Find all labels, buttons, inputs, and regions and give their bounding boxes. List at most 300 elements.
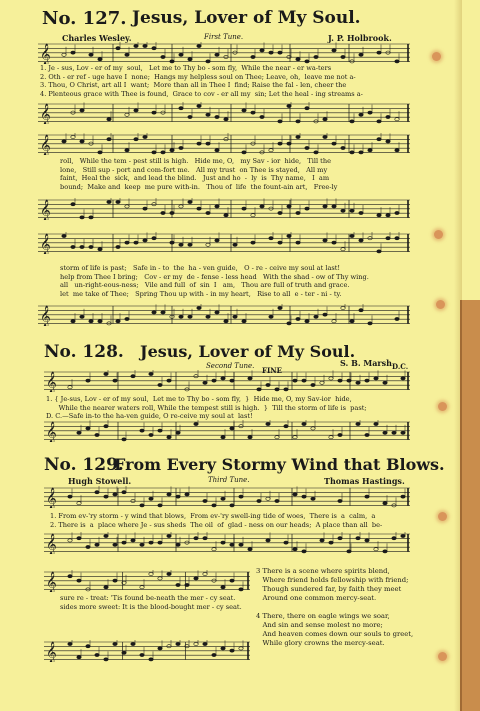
note-head — [68, 575, 72, 578]
note-head — [221, 436, 225, 439]
note-head — [167, 572, 171, 575]
note-head — [377, 138, 381, 141]
note-head — [305, 320, 309, 323]
note-head — [323, 135, 327, 138]
note-head — [107, 118, 111, 121]
music-staff — [38, 232, 410, 254]
staff-lines — [44, 370, 410, 392]
note-head — [278, 306, 282, 309]
note-head — [320, 539, 324, 542]
note-head — [125, 53, 129, 56]
note-head — [332, 241, 336, 244]
note-head — [239, 543, 243, 546]
note-head — [368, 322, 372, 325]
note-head — [386, 115, 390, 118]
note-head — [215, 205, 219, 208]
note-head — [356, 422, 360, 425]
note-head — [167, 534, 171, 537]
note-head — [161, 211, 165, 214]
note-head — [377, 250, 381, 253]
note-head — [104, 586, 108, 589]
note-head — [170, 60, 174, 63]
note-head — [230, 649, 234, 652]
note-head — [350, 320, 354, 323]
note-head — [176, 642, 180, 645]
note-head — [131, 539, 135, 542]
note-head — [359, 309, 363, 312]
note-head — [158, 647, 162, 650]
note-head — [152, 47, 156, 50]
note-head — [125, 149, 129, 152]
lyric-line: 4. Plenteous grace with Thee is found, Grace to cov - er all my sin; Let the heal - ing streams a- — [40, 89, 363, 98]
note-head — [230, 379, 234, 382]
note-head — [68, 642, 72, 645]
note-head — [206, 113, 210, 116]
note-head — [170, 149, 174, 152]
note-head — [158, 429, 162, 432]
note-head — [140, 504, 144, 507]
note-head — [383, 431, 387, 434]
note-head — [215, 239, 219, 242]
note-head — [224, 118, 228, 121]
music-staff — [38, 42, 410, 64]
note-head — [194, 577, 198, 580]
note-head — [86, 545, 90, 548]
note-head — [149, 658, 153, 661]
note-head — [224, 214, 228, 217]
note-head — [149, 541, 153, 544]
note-head — [278, 211, 282, 214]
note-head — [68, 539, 72, 542]
lyrics-system — [60, 157, 337, 191]
note-head — [395, 149, 399, 152]
note-head — [278, 241, 282, 244]
lyric-line: let me take of Thee; Spring Thou up with - in my heart, Rise to all e - ter - ni - ty. — [60, 289, 342, 298]
note-head — [89, 245, 93, 248]
note-head — [359, 151, 363, 154]
note-head — [125, 113, 129, 116]
note-head — [278, 142, 282, 145]
music-staff — [38, 304, 410, 326]
clef-icon: 𝄞 — [40, 135, 51, 155]
note-head — [341, 146, 345, 149]
note-head — [395, 211, 399, 214]
note-head — [143, 239, 147, 242]
hymn-author: Hugh Stowell. — [68, 476, 132, 486]
note-head — [206, 243, 210, 246]
note-head — [323, 239, 327, 242]
note-head — [194, 642, 198, 645]
note-head — [167, 493, 171, 496]
staff-lines — [38, 232, 410, 254]
note-head — [113, 543, 117, 546]
note-head — [179, 107, 183, 110]
stanza-line: And heaven comes down our souls to greet, — [256, 630, 414, 638]
note-head — [86, 645, 90, 648]
note-head — [311, 497, 315, 500]
note-head — [86, 379, 90, 382]
lyric-line: roll, While the tem - pest still is high. Hide me, O, my Sav - ior hide, Till the — [60, 157, 331, 165]
hymn-number: No. 129. — [44, 455, 124, 475]
note-head — [161, 55, 165, 58]
note-head — [188, 315, 192, 318]
note-head — [302, 495, 306, 498]
note-head — [242, 207, 246, 210]
note-head — [374, 377, 378, 380]
note-head — [377, 214, 381, 217]
note-head — [215, 53, 219, 56]
staff-lines — [38, 102, 410, 124]
note-head — [197, 104, 201, 107]
note-head — [383, 550, 387, 553]
lyrics-system — [46, 395, 367, 421]
note-head — [125, 317, 129, 320]
clef-icon: 𝄞 — [46, 422, 57, 442]
note-head — [278, 51, 282, 54]
note-head — [140, 429, 144, 432]
note-head — [329, 377, 333, 380]
note-head — [170, 241, 174, 244]
note-head — [212, 504, 216, 507]
note-head — [401, 495, 405, 498]
note-head — [179, 53, 183, 56]
binder-hole — [434, 230, 443, 239]
note-head — [302, 422, 306, 425]
tune-label: Third Tune. — [208, 476, 250, 484]
lyric-line: storm of life is past; Safe in - to the ha - ven guide, O - re - ceive my soul at last! — [60, 264, 341, 272]
note-head — [230, 579, 234, 582]
note-head — [134, 109, 138, 112]
note-head — [203, 499, 207, 502]
binder-hole — [438, 512, 447, 521]
note-head — [104, 534, 108, 537]
note-head — [251, 111, 255, 114]
note-head — [287, 205, 291, 208]
note-head — [359, 53, 363, 56]
note-head — [305, 60, 309, 63]
note-head — [242, 320, 246, 323]
note-head — [80, 245, 84, 248]
clef-icon: 𝄞 — [40, 234, 51, 254]
note-head — [215, 115, 219, 118]
note-head — [239, 495, 243, 498]
note-head — [152, 111, 156, 114]
note-head — [401, 377, 405, 380]
note-head — [212, 379, 216, 382]
note-head — [347, 379, 351, 382]
note-head — [248, 377, 252, 380]
clef-icon: 𝄞 — [40, 306, 51, 326]
note-head — [296, 317, 300, 320]
hymn-composer: S. B. Marsh. — [340, 358, 395, 368]
note-head — [275, 388, 279, 391]
note-head — [287, 234, 291, 237]
hymn-title: Jesus, Lover of My Soul. — [140, 342, 356, 361]
note-head — [320, 381, 324, 384]
note-head — [278, 120, 282, 123]
note-head — [341, 55, 345, 58]
note-head — [338, 379, 342, 382]
note-head — [251, 214, 255, 217]
note-head — [203, 537, 207, 540]
staff-lines — [44, 532, 410, 554]
note-head — [143, 44, 147, 47]
note-head — [131, 375, 135, 378]
note-head — [194, 537, 198, 540]
note-head — [140, 653, 144, 656]
note-head — [215, 149, 219, 152]
staff-lines — [44, 570, 250, 592]
note-head — [134, 44, 138, 47]
music-staff — [44, 640, 250, 662]
stanza-line: And sin and sense molest no more; — [256, 621, 383, 629]
stanza-line: Where friend holds fellowship with friend; — [256, 576, 409, 584]
note-head — [296, 58, 300, 61]
note-head — [386, 214, 390, 217]
note-head — [392, 537, 396, 540]
note-head — [347, 550, 351, 553]
note-head — [152, 237, 156, 240]
note-head — [260, 115, 264, 118]
note-head — [242, 151, 246, 154]
stanza-line: 3 There is a scene where spirits blend, — [256, 567, 390, 575]
note-head — [104, 495, 108, 498]
note-head — [116, 320, 120, 323]
clef-icon: 𝄞 — [40, 200, 51, 220]
note-head — [230, 504, 234, 507]
note-head — [176, 543, 180, 546]
lyric-line: D. C.—Safe in-to the ha-ven guide, O re-ceive my soul at last! — [46, 412, 253, 421]
lyric-line: 3. Thou, O Christ, art all I want; More than all in Thee I find; Raise the fal - len, cheer the — [40, 81, 347, 90]
note-head — [296, 211, 300, 214]
clef-icon: 𝄞 — [46, 372, 57, 392]
note-head — [212, 548, 216, 551]
note-head — [71, 245, 75, 248]
note-head — [401, 534, 405, 537]
note-head — [350, 151, 354, 154]
note-head — [350, 209, 354, 212]
note-head — [95, 433, 99, 436]
note-head — [257, 499, 261, 502]
note-head — [359, 113, 363, 116]
note-head — [395, 237, 399, 240]
staff-lines — [44, 420, 410, 442]
note-head — [284, 541, 288, 544]
lyric-line: bound; Make and keep me pure with-in. Thou of life the fount-ain art, Free-ly — [60, 182, 338, 191]
note-head — [68, 495, 72, 498]
note-head — [143, 135, 147, 138]
staff-lines — [38, 304, 410, 326]
note-head — [287, 322, 291, 325]
clef-icon: 𝄞 — [46, 642, 57, 662]
note-head — [383, 502, 387, 505]
note-head — [140, 586, 144, 589]
staff-lines — [38, 198, 410, 220]
note-head — [116, 245, 120, 248]
note-head — [152, 151, 156, 154]
note-head — [122, 491, 126, 494]
note-head — [251, 241, 255, 244]
note-head — [212, 653, 216, 656]
staff-lines — [44, 486, 410, 508]
note-head — [71, 135, 75, 138]
stanza-line: Though sundered far, by faith they meet — [256, 585, 402, 593]
note-head — [377, 120, 381, 123]
note-head — [260, 49, 264, 52]
note-head — [149, 372, 153, 375]
lyric-line: lone, Still sup - port and com-fort me. All my trust on Thee is stayed, All my — [60, 165, 328, 174]
note-head — [350, 234, 354, 237]
note-head — [341, 306, 345, 309]
note-head — [311, 427, 315, 430]
note-head — [377, 51, 381, 54]
tune-label: Second Tune. — [206, 362, 255, 370]
note-head — [197, 142, 201, 145]
note-head — [284, 425, 288, 428]
note-head — [359, 211, 363, 214]
note-head — [179, 243, 183, 246]
note-head — [323, 205, 327, 208]
note-head — [80, 140, 84, 143]
note-head — [185, 583, 189, 586]
note-head — [179, 205, 183, 208]
lyric-line: sides more sweet: It is the blood-bought mer - cy seat. — [60, 602, 242, 611]
note-head — [332, 49, 336, 52]
note-head — [296, 120, 300, 123]
note-head — [221, 541, 225, 544]
music-staff — [44, 420, 410, 442]
note-head — [113, 379, 117, 382]
note-head — [314, 315, 318, 318]
note-head — [98, 248, 102, 251]
hymn-title: From Every Stormy Wind that Blows. — [114, 455, 445, 474]
note-head — [122, 651, 126, 654]
note-head — [221, 497, 225, 500]
note-head — [77, 502, 81, 505]
note-head — [71, 320, 75, 323]
note-head — [215, 311, 219, 314]
note-head — [302, 550, 306, 553]
lyric-line: help from Thee I bring; Cov - er my de - fense - less head With the shad - ow of Thy wing. — [60, 272, 369, 281]
note-head — [161, 311, 165, 314]
note-head — [125, 241, 129, 244]
note-head — [248, 548, 252, 551]
note-head — [266, 539, 270, 542]
music-staff — [38, 198, 410, 220]
note-head — [62, 234, 66, 237]
note-head — [266, 383, 270, 386]
note-head — [77, 579, 81, 582]
note-head — [77, 431, 81, 434]
clef-icon: 𝄞 — [46, 572, 57, 592]
note-head — [95, 491, 99, 494]
note-head — [149, 572, 153, 575]
clef-icon: 𝄞 — [40, 104, 51, 124]
note-head — [113, 642, 117, 645]
note-head — [134, 241, 138, 244]
hymn-number: No. 127. — [42, 8, 127, 29]
music-staff — [44, 570, 250, 592]
binder-hole — [432, 52, 441, 61]
note-head — [248, 436, 252, 439]
note-head — [305, 207, 309, 210]
stanza-line: Around one common mercy-seat. — [256, 594, 377, 602]
note-head — [269, 51, 273, 54]
note-head — [140, 543, 144, 546]
note-head — [221, 647, 225, 650]
hymn-title: Jesus, Lover of My Soul. — [132, 8, 361, 28]
note-head — [251, 55, 255, 58]
hymn-author: Charles Wesley. — [62, 33, 132, 43]
note-head — [170, 211, 174, 214]
note-head — [314, 55, 318, 58]
lyrics-system — [40, 64, 363, 98]
note-head — [305, 107, 309, 110]
note-head — [188, 58, 192, 61]
binder-hole — [438, 402, 447, 411]
note-head — [197, 306, 201, 309]
tune-label: First Tune. — [204, 33, 244, 41]
note-head — [203, 572, 207, 575]
note-head — [239, 588, 243, 591]
note-head — [341, 248, 345, 251]
note-head — [197, 207, 201, 210]
note-head — [293, 548, 297, 551]
note-head — [158, 577, 162, 580]
note-head — [125, 205, 129, 208]
note-head — [89, 53, 93, 56]
note-head — [302, 379, 306, 382]
note-head — [395, 317, 399, 320]
lyric-line: 2. Oth - er ref - uge have I none; Hangs my helpless soul on Thee; Leave, oh, leave me not a- — [40, 72, 356, 81]
note-head — [176, 495, 180, 498]
clef-icon: 𝄞 — [46, 488, 57, 508]
note-head — [275, 499, 279, 502]
note-head — [341, 209, 345, 212]
note-head — [179, 146, 183, 149]
note-head — [305, 146, 309, 149]
note-head — [203, 642, 207, 645]
note-head — [80, 315, 84, 318]
note-head — [122, 438, 126, 441]
note-head — [386, 237, 390, 240]
note-head — [107, 200, 111, 203]
hymn-composer: Thomas Hastings. — [324, 476, 405, 486]
note-head — [269, 149, 273, 152]
note-head — [368, 149, 372, 152]
note-head — [338, 537, 342, 540]
note-head — [365, 495, 369, 498]
note-head — [176, 583, 180, 586]
clef-icon: 𝄞 — [46, 534, 57, 554]
note-head — [332, 320, 336, 323]
staff-lines — [38, 42, 410, 64]
note-head — [176, 431, 180, 434]
note-head — [293, 379, 297, 382]
lyric-line: While the nearer waters roll, While the tempest still is high. } Till the storm of life is past; — [46, 403, 367, 412]
note-head — [203, 381, 207, 384]
note-head — [77, 656, 81, 659]
music-staff — [44, 486, 410, 508]
music-staff — [38, 133, 410, 155]
note-head — [134, 138, 138, 141]
note-head — [323, 118, 327, 121]
note-head — [68, 386, 72, 389]
note-head — [395, 118, 399, 121]
note-head — [374, 548, 378, 551]
note-head — [107, 138, 111, 141]
note-head — [329, 541, 333, 544]
